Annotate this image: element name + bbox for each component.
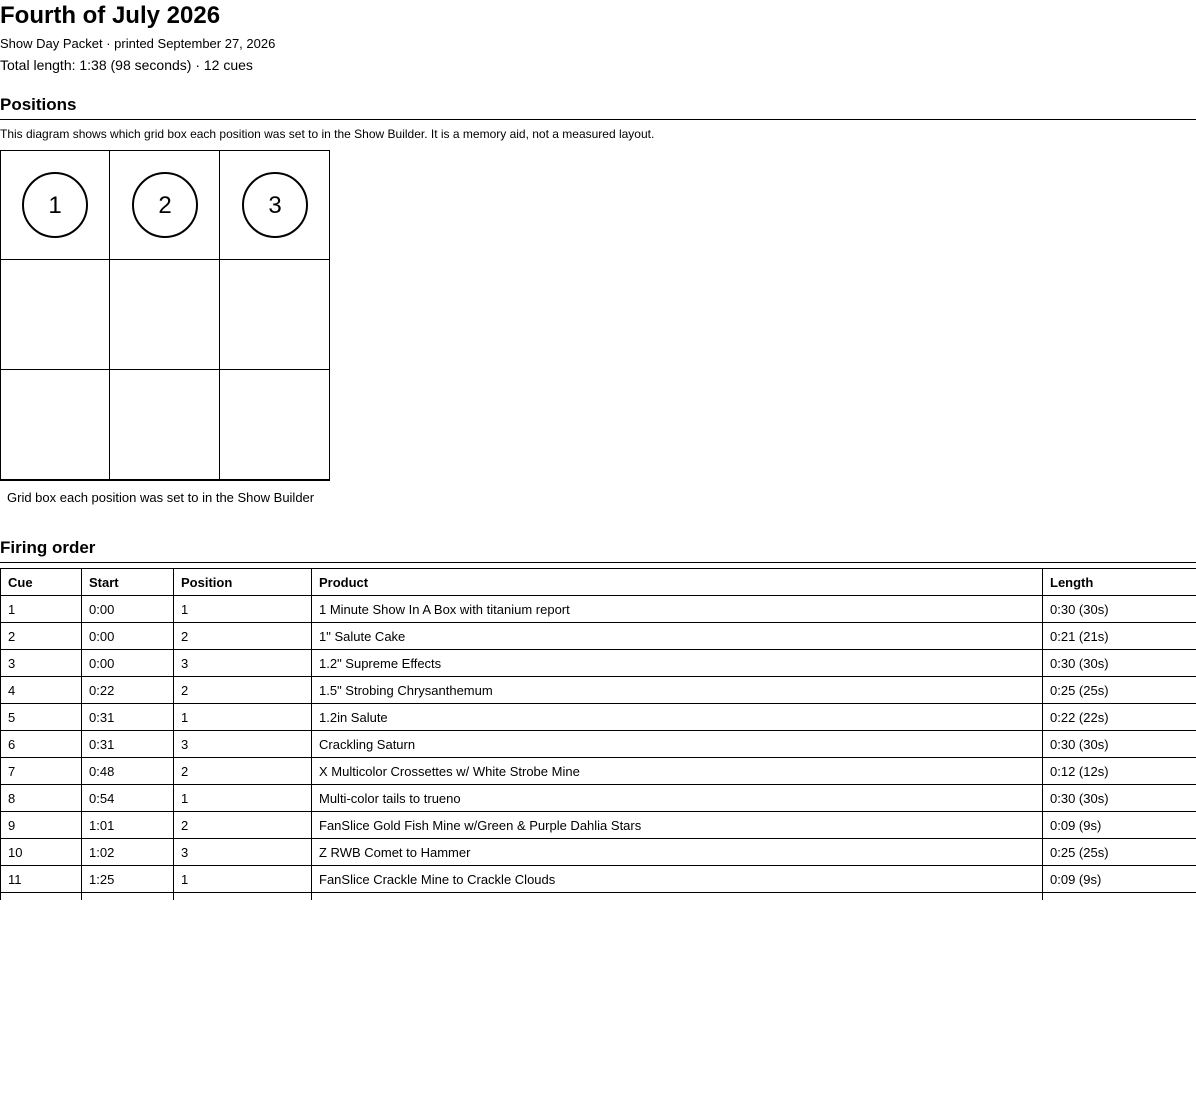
product-cell: 1 Minute Show In A Box with titanium report <box>312 596 1043 623</box>
product-cell: FanSlice Gold Fish Mine w/Green & Purple Dahlia Stars <box>312 812 1043 839</box>
product-cell: Crackling Saturn <box>312 731 1043 758</box>
cue-cell: 4 <box>1 677 82 704</box>
length-cell: 0:25 (25s) <box>1043 677 1196 704</box>
length-cell: 0:25 (25s) <box>1043 839 1196 866</box>
position-cell: 1 <box>174 596 312 623</box>
length-cell: 0:09 (9s) <box>1043 812 1196 839</box>
table-row <box>1 785 1196 812</box>
product-cell: Multi-color tails to trueno <box>312 785 1043 812</box>
table-row <box>1 677 1196 704</box>
start-cell: 0:54 <box>82 785 174 812</box>
position-marker-label: 1 <box>48 192 62 219</box>
position-cell: 3 <box>174 731 312 758</box>
product-cell: Z RWB Comet to Hammer <box>312 839 1043 866</box>
product-cell <box>312 893 1043 901</box>
cue-cell: 2 <box>1 623 82 650</box>
cue-cell: 1 <box>1 596 82 623</box>
column-header-product: Product <box>312 569 1043 596</box>
position-cell <box>174 893 312 901</box>
table-row-partial <box>1 893 1196 901</box>
product-cell: 1.2" Supreme Effects <box>312 650 1043 677</box>
position-cell: 1 <box>174 704 312 731</box>
show-length-summary: Total length: 1:38 (98 seconds) · 12 cues <box>0 57 253 73</box>
position-cell: 1 <box>174 866 312 893</box>
table-row <box>1 596 1196 623</box>
cue-cell: 5 <box>1 704 82 731</box>
length-cell: 0:30 (30s) <box>1043 596 1196 623</box>
product-cell: FanSlice Crackle Mine to Crackle Clouds <box>312 866 1043 893</box>
table-header-row <box>1 569 1196 596</box>
start-cell: 1:01 <box>82 812 174 839</box>
column-header-start: Start <box>82 569 174 596</box>
table-row <box>1 839 1196 866</box>
firing-order-table-viewport <box>0 568 1196 900</box>
firing-order-table <box>0 568 1196 900</box>
length-cell: 0:21 (21s) <box>1043 623 1196 650</box>
table-row <box>1 731 1196 758</box>
length-cell: 0:09 (9s) <box>1043 866 1196 893</box>
table-row <box>1 650 1196 677</box>
cue-cell <box>1 893 82 901</box>
start-cell: 0:00 <box>82 623 174 650</box>
cue-cell: 9 <box>1 812 82 839</box>
page-title: Fourth of July 2026 <box>0 2 221 29</box>
cue-cell: 11 <box>1 866 82 893</box>
column-header-cue: Cue <box>1 569 82 596</box>
position-cell: 2 <box>174 812 312 839</box>
table-row <box>1 812 1196 839</box>
cue-cell: 3 <box>1 650 82 677</box>
position-cell: 1 <box>174 785 312 812</box>
start-cell: 1:25 <box>82 866 174 893</box>
packet-subtitle: Show Day Packet · printed September 27, 2026 <box>0 36 276 51</box>
start-cell: 0:22 <box>82 677 174 704</box>
table-row <box>1 758 1196 785</box>
position-cell: 2 <box>174 677 312 704</box>
position-cell: 2 <box>174 758 312 785</box>
start-cell: 1:02 <box>82 839 174 866</box>
grid-caption: Grid box each position was set to in the Show Builder <box>7 490 315 505</box>
length-cell: 0:12 (12s) <box>1043 758 1196 785</box>
start-cell: 0:31 <box>82 704 174 731</box>
positions-note: This diagram shows which grid box each position was set to in the Show Builder. It is a memory aid, not a measured layout. <box>0 127 655 141</box>
position-cell: 3 <box>174 839 312 866</box>
length-cell: 0:30 (30s) <box>1043 650 1196 677</box>
table-row <box>1 704 1196 731</box>
column-header-length: Length <box>1043 569 1196 596</box>
position-marker-label: 2 <box>158 192 172 219</box>
length-cell: 0:30 (30s) <box>1043 785 1196 812</box>
positions-heading: Positions <box>0 95 1196 120</box>
column-header-position: Position <box>174 569 312 596</box>
product-cell: 1.5" Strobing Chrysanthemum <box>312 677 1043 704</box>
length-cell: 0:22 (22s) <box>1043 704 1196 731</box>
position-cell: 3 <box>174 650 312 677</box>
cue-cell: 7 <box>1 758 82 785</box>
product-cell: X Multicolor Crossettes w/ White Strobe Mine <box>312 758 1043 785</box>
table-row <box>1 623 1196 650</box>
product-cell: 1.2in Salute <box>312 704 1043 731</box>
cue-cell: 6 <box>1 731 82 758</box>
cue-cell: 8 <box>1 785 82 812</box>
position-cell: 2 <box>174 623 312 650</box>
start-cell <box>82 893 174 901</box>
table-row <box>1 866 1196 893</box>
start-cell: 0:00 <box>82 650 174 677</box>
cue-cell: 10 <box>1 839 82 866</box>
position-marker-label: 3 <box>268 192 282 219</box>
firing-order-heading: Firing order <box>0 538 1196 563</box>
positions-grid-diagram <box>0 150 330 481</box>
start-cell: 0:31 <box>82 731 174 758</box>
start-cell: 0:00 <box>82 596 174 623</box>
product-cell: 1" Salute Cake <box>312 623 1043 650</box>
start-cell: 0:48 <box>82 758 174 785</box>
length-cell: 0:30 (30s) <box>1043 731 1196 758</box>
length-cell <box>1043 893 1196 901</box>
